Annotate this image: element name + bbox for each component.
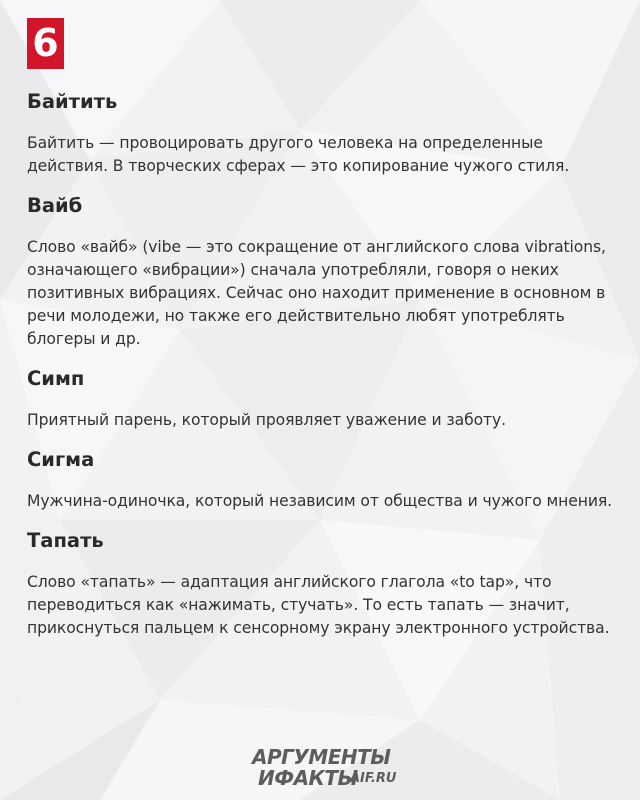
logo-line-2: ИФАКТЫ bbox=[258, 766, 358, 790]
glossary-list bbox=[27, 88, 617, 654]
aif-logo bbox=[252, 746, 412, 790]
glossary-entry bbox=[27, 192, 617, 351]
term-definition: Слово «тапать» — адаптация английского глагола «to tap», что переводиться как «нажимать, стучать». То есть тапать — значит, прикоснуться пальцем к сенсорному экрану электронного устройства. bbox=[27, 573, 610, 637]
term-definition: Байтить — провоцировать другого человека на определенные действия. В творческих сферах — это копирование чужого стиля. bbox=[27, 134, 570, 175]
logo-line-1: АРГУМЕНТЫ bbox=[252, 745, 391, 769]
glossary-entry bbox=[27, 365, 617, 432]
term-definition: Приятный парень, который проявляет уважение и заботу. bbox=[27, 411, 506, 429]
term-heading: Симп bbox=[27, 367, 85, 390]
glossary-entry bbox=[27, 446, 617, 513]
term-definition: Слово «вайб» (vibe — это сокращение от английского слова vibrations, означающего «вибрации») сначала употребляли, говоря о неких позитивных вибрациях. Сейчас оно находит применение в основном в речи молодежи, но также его действительно любят употреблять блогеры и др. bbox=[27, 238, 606, 348]
glossary-entry bbox=[27, 88, 617, 178]
glossary-entry bbox=[27, 527, 617, 640]
term-heading: Тапать bbox=[27, 529, 104, 552]
term-heading: Сигма bbox=[27, 448, 95, 471]
logo-domain: AIF.RU bbox=[350, 771, 397, 786]
term-heading: Байтить bbox=[27, 90, 118, 113]
term-definition: Мужчина-одиночка, который независим от общества и чужого мнения. bbox=[27, 492, 613, 510]
term-heading: Вайб bbox=[27, 194, 83, 217]
page-number-badge: 6 bbox=[27, 18, 64, 69]
